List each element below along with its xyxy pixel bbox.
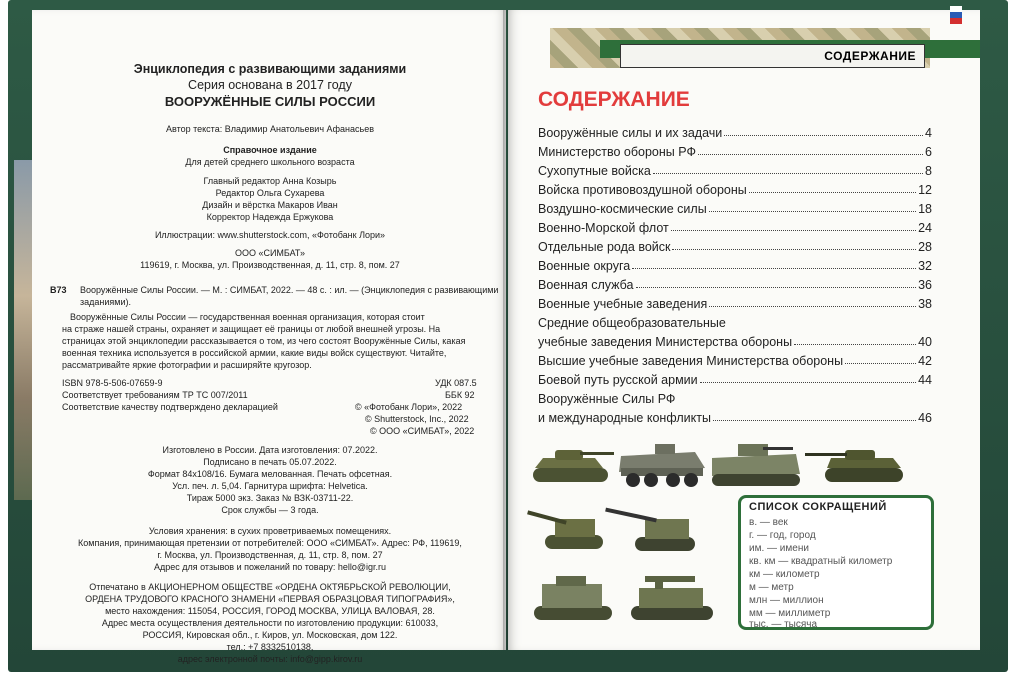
toc-entry[interactable] bbox=[538, 392, 932, 406]
annotation-line: рассматривайте яркие фотографии и расширяйте кругозор. bbox=[62, 360, 312, 370]
credit-line: Редактор Ольга Сухарева bbox=[215, 188, 325, 198]
toc-entry[interactable] bbox=[538, 145, 932, 159]
toc-entry-page: 24 bbox=[918, 221, 932, 235]
imprint-line: Подписано в печать 05.07.2022. bbox=[203, 457, 337, 467]
abbreviation-item: кв. км — квадратный километр bbox=[749, 556, 893, 567]
abbreviation-item: г. — год, город bbox=[749, 530, 816, 541]
copyright-line: © ООО «СИМБАТ», 2022 bbox=[370, 426, 475, 436]
abbreviation-item: им. — имени bbox=[749, 543, 809, 554]
credit-line: Дизайн и вёрстка Макаров Иван bbox=[202, 200, 338, 210]
toc-entry-label: Вооружённые силы и их задачи bbox=[538, 126, 723, 140]
leader-dots bbox=[709, 202, 916, 212]
ifv-illustration bbox=[708, 436, 803, 491]
illustrations-line: Иллюстрации: www.shutterstock.com, «Фотобанк Лори» bbox=[154, 230, 386, 240]
copyright-line: © Shutterstock, Inc., 2022 bbox=[365, 414, 469, 424]
toc-entry-page: 36 bbox=[918, 278, 932, 292]
toc-entry-label: Министерство обороны РФ bbox=[538, 145, 696, 159]
storage-line: г. Москва, ул. Производственная, д. 11, стр. 8, пом. 27 bbox=[157, 550, 383, 560]
credit-line: Главный редактор Анна Козырь bbox=[203, 176, 337, 186]
storage-line: Адрес для отзывов и пожеланий по товару: hello@igr.ru bbox=[153, 562, 387, 572]
toc-entry-label: и международные конфликты bbox=[538, 411, 711, 425]
air-defense-illustration bbox=[625, 572, 720, 627]
toc-entry-label: Сухопутные войска bbox=[538, 164, 651, 178]
leader-dots bbox=[632, 259, 916, 269]
leader-dots bbox=[713, 411, 916, 421]
series-founded: Серия основана в 2017 году bbox=[188, 78, 352, 92]
annotation-line: страницах этой энциклопедии рассказывается о том, из чего состоят Вооружённые Силы, какая bbox=[62, 336, 466, 346]
printer-line: Адрес места осуществления деятельности по изготовлению продукции: 610033, bbox=[101, 618, 439, 628]
toc-entry[interactable] bbox=[538, 202, 932, 216]
toc-entry[interactable] bbox=[538, 183, 932, 197]
toc-entry-label: Боевой путь русской армии bbox=[538, 373, 698, 387]
abbreviation-item: мм — миллиметр bbox=[749, 608, 831, 619]
toc-entry[interactable] bbox=[538, 221, 932, 235]
imprint-line: Изготовлено в России. Дата изготовления: 07.2022. bbox=[162, 445, 378, 455]
abbreviations-title: СПИСОК СОКРАЩЕНИЙ bbox=[749, 501, 887, 513]
leader-dots bbox=[672, 240, 916, 250]
printer-line: адрес электронной почты: info@gipp.kirov.ru bbox=[177, 654, 363, 664]
book-title: ВООРУЖЁННЫЕ СИЛЫ РОССИИ bbox=[164, 94, 376, 109]
abbreviations-box bbox=[738, 495, 934, 630]
abbreviation-item: м — метр bbox=[749, 582, 794, 593]
toc-entry-label: Средние общеобразовательные bbox=[538, 316, 726, 330]
reference-label: Справочное издание bbox=[223, 145, 317, 155]
leader-dots bbox=[794, 335, 916, 345]
storage-line: Условия хранения: в сухих проветриваемых помещениях. bbox=[148, 526, 392, 536]
toc-entry[interactable] bbox=[538, 373, 932, 387]
printer-line: Отпечатано в АКЦИОНЕРНОМ ОБЩЕСТВЕ «ОРДЕНА ОКТЯБРЬСКОЙ РЕВОЛЮЦИИ, bbox=[89, 582, 451, 592]
abbreviation-item: в. — век bbox=[749, 517, 788, 528]
copyright-line: © «Фотобанк Лори», 2022 bbox=[355, 402, 463, 412]
leader-dots bbox=[845, 354, 916, 364]
printer-line: ОРДЕНА ТРУДОВОГО КРАСНОГО ЗНАМЕНИ «ПЕРВАЯ ОБРАЗЦОВАЯ ТИПОГРАФИЯ», bbox=[85, 594, 455, 604]
quality-note: Соответствие качеству подтверждено декларацией bbox=[62, 402, 278, 412]
armored-vehicle-illustration bbox=[615, 436, 707, 492]
toc-entry-page: 12 bbox=[918, 183, 932, 197]
toc-entry[interactable] bbox=[538, 411, 932, 425]
toc-entry-page: 4 bbox=[925, 126, 932, 140]
toc-entry-label: Военно-Морской флот bbox=[538, 221, 669, 235]
toc-entry-page: 44 bbox=[918, 373, 932, 387]
imprint-line: Усл. печ. л. 5,04. Гарнитура шрифта: Helvetica. bbox=[172, 481, 368, 491]
imprint-line: Срок службы — 3 года. bbox=[221, 505, 319, 515]
toc-entry-page: 38 bbox=[918, 297, 932, 311]
annotation-line: военная техника используется в российской армии, какие виды войск существуют. Читайте, bbox=[62, 348, 447, 358]
abbreviation-item: км — километр bbox=[749, 569, 820, 580]
printer-line: РОССИЯ, Кировская обл., г. Киров, ул. Московская, дом 122. bbox=[142, 630, 398, 640]
toc-entry-page: 6 bbox=[925, 145, 932, 159]
tank-illustration bbox=[525, 440, 615, 490]
biblio-line: заданиями). bbox=[80, 297, 131, 307]
toc-entry[interactable] bbox=[538, 164, 932, 178]
udk: УДК 087.5 bbox=[435, 378, 477, 388]
leader-dots bbox=[709, 297, 916, 307]
toc-entry-page: 28 bbox=[918, 240, 932, 254]
leader-dots bbox=[700, 373, 916, 383]
bbk: ББК 92 bbox=[445, 390, 475, 400]
toc-entry-label: Военные округа bbox=[538, 259, 631, 273]
toc-entry-label: Войска противовоздушной обороны bbox=[538, 183, 747, 197]
compliance: Соответствует требованиям ТР ТС 007/2011 bbox=[62, 390, 248, 400]
author-line: Автор текста: Владимир Анатольевич Афанасьев bbox=[166, 124, 374, 134]
toc-entry-label: учебные заведения Министерства обороны bbox=[538, 335, 793, 349]
leader-dots bbox=[671, 221, 916, 231]
credit-line: Корректор Надежда Ержукова bbox=[206, 212, 334, 222]
imprint-line: Формат 84х108/16. Бумага мелованная. Печать офсетная. bbox=[147, 469, 393, 479]
toc-entry[interactable] bbox=[538, 278, 932, 292]
publisher-address: 119619, г. Москва, ул. Производственная, д. 11, стр. 8, пом. 27 bbox=[140, 260, 400, 270]
isbn: ISBN 978-5-506-07659-9 bbox=[62, 378, 163, 388]
abbreviation-item: млн — миллион bbox=[749, 595, 824, 606]
imprint-line: Тираж 5000 экз. Заказ № ВЗК-03711-22. bbox=[186, 493, 354, 503]
toc-entry-page: 40 bbox=[918, 335, 932, 349]
annotation-line: Вооружённые Силы России — государственная военная организация, которая стоит bbox=[70, 312, 425, 322]
storage-line: Компания, принимающая претензии от потребителей: ООО «СИМБАТ». Адрес: РФ, 119619, bbox=[78, 538, 462, 548]
toc-entry-label: Высшие учебные заведения Министерства обороны bbox=[538, 354, 844, 368]
abbreviation-item: тыс. — тысяча bbox=[749, 619, 818, 630]
tank-illustration bbox=[805, 440, 910, 490]
air-defense-illustration bbox=[528, 572, 618, 627]
toc-entry[interactable] bbox=[538, 354, 932, 368]
toc-entry[interactable] bbox=[538, 126, 932, 140]
library-code: В73 bbox=[50, 285, 67, 295]
toc-entry-page: 42 bbox=[918, 354, 932, 368]
leader-dots bbox=[749, 183, 916, 193]
biblio-line: Вооружённые Силы России. — М. : СИМБАТ, 2022. — 48 с. : ил. — (Энциклопедия с развивающими bbox=[80, 285, 499, 295]
leader-dots bbox=[653, 164, 923, 174]
annotation-line: на страже нашей страны, охраняет и защищает её границы от любой внешней угрозы. На bbox=[62, 324, 441, 334]
publisher-name: ООО «СИМБАТ» bbox=[234, 248, 306, 258]
toc-entry-page: 46 bbox=[918, 411, 932, 425]
toc-entry-label: Военная служба bbox=[538, 278, 634, 292]
flag-icon bbox=[950, 6, 962, 24]
section-header: СОДЕРЖАНИЕ bbox=[620, 44, 925, 68]
toc-entry-page: 32 bbox=[918, 259, 932, 273]
printer-line: тел.: +7 8332510138, bbox=[226, 642, 314, 652]
leader-dots bbox=[698, 145, 923, 155]
leader-dots bbox=[724, 126, 923, 136]
audience-line: Для детей среднего школьного возраста bbox=[185, 157, 355, 167]
artillery-illustration bbox=[525, 505, 610, 560]
printer-line: место нахождения: 115054, РОССИЯ, ГОРОД МОСКВА, УЛИЦА ВАЛОВАЯ, 28. bbox=[105, 606, 435, 616]
toc-entry[interactable] bbox=[538, 335, 932, 349]
toc-entry-page: 8 bbox=[925, 164, 932, 178]
toc-entry[interactable] bbox=[538, 240, 932, 254]
toc-entry[interactable] bbox=[538, 297, 932, 311]
toc-entry-label: Вооружённые Силы РФ bbox=[538, 392, 676, 406]
artillery-illustration bbox=[605, 505, 700, 560]
toc-entry[interactable] bbox=[538, 259, 932, 273]
toc-entry-label: Военные учебные заведения bbox=[538, 297, 708, 311]
toc-entry[interactable] bbox=[538, 316, 932, 330]
series-heading: Энциклопедия с развивающими заданиями bbox=[133, 62, 407, 76]
toc-title: СОДЕРЖАНИЕ bbox=[538, 88, 690, 111]
toc-entry-page: 18 bbox=[918, 202, 932, 216]
toc-entry-label: Воздушно-космические силы bbox=[538, 202, 707, 216]
leader-dots bbox=[636, 278, 917, 288]
toc-entry-label: Отдельные рода войск bbox=[538, 240, 671, 254]
